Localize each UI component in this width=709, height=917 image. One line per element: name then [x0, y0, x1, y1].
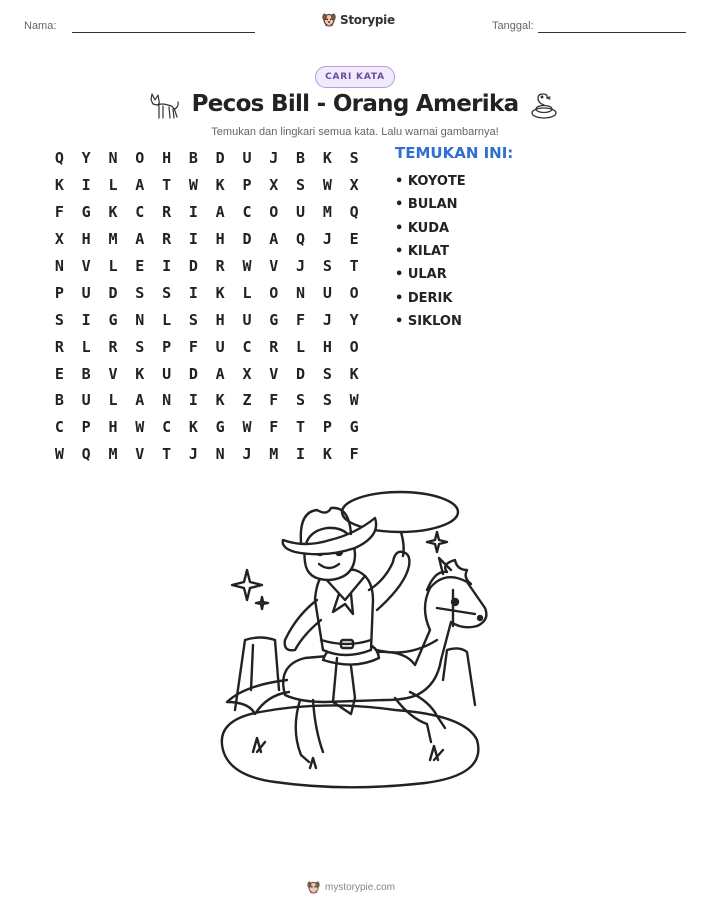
- grid-letter[interactable]: K: [349, 364, 359, 383]
- grid-letter[interactable]: B: [54, 391, 64, 410]
- grid-letter[interactable]: B: [81, 364, 91, 383]
- grid-letter[interactable]: X: [349, 176, 359, 195]
- grid-letter[interactable]: H: [81, 230, 91, 249]
- grid-letter[interactable]: Y: [349, 310, 359, 329]
- grid-letter[interactable]: J: [242, 445, 252, 464]
- grid-letter[interactable]: Q: [349, 203, 359, 222]
- grid-letter[interactable]: M: [322, 203, 332, 222]
- grid-letter[interactable]: D: [215, 149, 225, 168]
- grid-letter[interactable]: L: [108, 176, 118, 195]
- grid-letter[interactable]: U: [296, 203, 306, 222]
- grid-letter[interactable]: Q: [296, 230, 306, 249]
- grid-letter[interactable]: I: [81, 310, 91, 329]
- grid-letter[interactable]: N: [162, 391, 172, 410]
- grid-letter[interactable]: F: [269, 418, 279, 437]
- grid-letter[interactable]: J: [322, 310, 332, 329]
- grid-letter[interactable]: N: [215, 445, 225, 464]
- grid-letter[interactable]: U: [215, 337, 225, 356]
- grid-letter[interactable]: Z: [242, 391, 252, 410]
- word-list-item: • ULAR: [395, 267, 447, 283]
- grid-letter[interactable]: O: [135, 149, 145, 168]
- grid-letter[interactable]: G: [349, 418, 359, 437]
- grid-letter[interactable]: R: [162, 203, 172, 222]
- grid-letter[interactable]: I: [188, 203, 198, 222]
- grid-letter[interactable]: C: [162, 418, 172, 437]
- word-list: [395, 170, 466, 333]
- grid-letter[interactable]: F: [188, 337, 198, 356]
- grid-letter[interactable]: H: [322, 337, 332, 356]
- grid-letter[interactable]: K: [108, 203, 118, 222]
- grid-letter[interactable]: C: [135, 203, 145, 222]
- grid-letter[interactable]: M: [108, 230, 118, 249]
- grid-letter[interactable]: Q: [81, 445, 91, 464]
- grid-letter[interactable]: I: [188, 230, 198, 249]
- grid-letter[interactable]: D: [108, 283, 118, 302]
- grid-letter[interactable]: A: [135, 391, 145, 410]
- grid-letter[interactable]: N: [296, 283, 306, 302]
- grid-letter[interactable]: H: [108, 418, 118, 437]
- grid-letter[interactable]: S: [162, 283, 172, 302]
- grid-letter[interactable]: L: [242, 283, 252, 302]
- grid-letter[interactable]: I: [188, 283, 198, 302]
- grid-letter[interactable]: G: [81, 203, 91, 222]
- grid-letter[interactable]: K: [215, 283, 225, 302]
- activity-badge: CARI KATA: [315, 66, 395, 88]
- grid-letter[interactable]: W: [349, 391, 359, 410]
- grid-letter[interactable]: B: [296, 149, 306, 168]
- grid-letter[interactable]: S: [296, 176, 306, 195]
- grid-letter[interactable]: W: [188, 176, 198, 195]
- brand-logo: [322, 12, 395, 27]
- grid-letter[interactable]: J: [188, 445, 198, 464]
- grid-letter[interactable]: U: [162, 364, 172, 383]
- grid-letter[interactable]: K: [215, 176, 225, 195]
- grid-letter[interactable]: D: [242, 230, 252, 249]
- grid-letter[interactable]: X: [242, 364, 252, 383]
- grid-letter[interactable]: T: [162, 445, 172, 464]
- grid-letter[interactable]: N: [135, 310, 145, 329]
- grid-letter[interactable]: A: [135, 230, 145, 249]
- grid-letter[interactable]: K: [54, 176, 64, 195]
- grid-letter[interactable]: I: [188, 391, 198, 410]
- grid-letter[interactable]: L: [296, 337, 306, 356]
- grid-letter[interactable]: W: [135, 418, 145, 437]
- footer-url[interactable]: mystorypie.com: [325, 881, 396, 893]
- grid-letter[interactable]: W: [242, 257, 252, 275]
- word-list-title: TEMUKAN INI:: [395, 144, 514, 162]
- grid-letter[interactable]: S: [188, 310, 198, 329]
- word-list-item: • KUDA: [395, 220, 450, 236]
- grid-letter[interactable]: C: [242, 203, 252, 222]
- grid-letter[interactable]: K: [322, 445, 332, 464]
- grid-letter[interactable]: W: [322, 176, 332, 195]
- grid-letter[interactable]: H: [215, 310, 225, 329]
- grid-letter[interactable]: V: [269, 364, 279, 383]
- grid-letter[interactable]: A: [135, 176, 145, 195]
- grid-letter[interactable]: R: [162, 230, 172, 249]
- instructions: Temukan dan lingkari semua kata. Lalu warnai gambarnya!: [211, 126, 499, 138]
- grid-letter[interactable]: A: [215, 203, 225, 222]
- word-list-item: • KILAT: [395, 244, 449, 260]
- grid-letter[interactable]: V: [269, 257, 279, 275]
- grid-letter[interactable]: P: [322, 418, 332, 437]
- grid-letter[interactable]: X: [54, 230, 64, 249]
- grid-letter[interactable]: F: [296, 310, 306, 329]
- grid-letter[interactable]: V: [108, 364, 118, 383]
- name-label: Nama:: [24, 20, 57, 32]
- grid-letter[interactable]: U: [81, 283, 91, 302]
- grid-letter[interactable]: S: [54, 310, 64, 329]
- page-title: Pecos Bill - Orang Amerika: [191, 91, 519, 117]
- grid-letter[interactable]: S: [135, 283, 145, 302]
- date-line[interactable]: [538, 32, 686, 33]
- grid-letter[interactable]: U: [242, 149, 252, 168]
- letter-grid[interactable]: [46, 145, 368, 468]
- grid-letter[interactable]: S: [349, 149, 359, 168]
- grid-letter[interactable]: F: [54, 203, 64, 222]
- grid-letter[interactable]: I: [81, 176, 91, 195]
- grid-letter[interactable]: E: [54, 364, 64, 383]
- grid-letter[interactable]: Q: [54, 149, 64, 168]
- grid-letter[interactable]: O: [269, 283, 279, 302]
- grid-letter[interactable]: Y: [81, 149, 91, 168]
- grid-letter[interactable]: R: [54, 337, 64, 356]
- grid-letter[interactable]: D: [188, 364, 198, 383]
- grid-letter[interactable]: U: [322, 283, 332, 302]
- grid-letter[interactable]: P: [81, 418, 91, 437]
- grid-letter[interactable]: P: [54, 283, 64, 302]
- grid-letter[interactable]: V: [135, 445, 145, 464]
- grid-letter[interactable]: P: [162, 337, 172, 356]
- snake-icon: [528, 91, 560, 121]
- grid-letter[interactable]: F: [349, 445, 359, 464]
- grid-letter[interactable]: D: [296, 364, 306, 383]
- grid-letter[interactable]: R: [269, 337, 279, 356]
- grid-letter[interactable]: R: [215, 257, 225, 275]
- grid-letter[interactable]: X: [269, 176, 279, 195]
- grid-letter[interactable]: V: [81, 257, 91, 275]
- grid-letter[interactable]: I: [296, 445, 306, 464]
- name-line[interactable]: [72, 32, 255, 33]
- grid-letter[interactable]: O: [349, 337, 359, 356]
- grid-letter[interactable]: L: [108, 391, 118, 410]
- grid-letter[interactable]: E: [349, 230, 359, 249]
- grid-letter[interactable]: J: [296, 257, 306, 275]
- grid-letter[interactable]: O: [349, 283, 359, 302]
- grid-letter[interactable]: N: [108, 149, 118, 168]
- coyote-icon: [148, 91, 180, 121]
- grid-letter[interactable]: G: [108, 310, 118, 329]
- grid-letter[interactable]: O: [269, 203, 279, 222]
- grid-letter[interactable]: W: [242, 418, 252, 437]
- grid-letter[interactable]: J: [322, 230, 332, 249]
- grid-letter[interactable]: E: [135, 257, 145, 275]
- grid-letter[interactable]: B: [188, 149, 198, 168]
- grid-letter[interactable]: F: [269, 391, 279, 410]
- cowboy-on-horse-illustration: [205, 490, 505, 800]
- date-label: Tanggal:: [492, 20, 534, 32]
- grid-letter[interactable]: W: [54, 445, 64, 464]
- grid-letter[interactable]: D: [188, 257, 198, 275]
- footer: [307, 880, 395, 894]
- grid-letter[interactable]: M: [108, 445, 118, 464]
- grid-letter[interactable]: K: [215, 391, 225, 410]
- grid-letter[interactable]: P: [242, 176, 252, 195]
- grid-letter[interactable]: A: [269, 230, 279, 249]
- grid-letter[interactable]: H: [215, 230, 225, 249]
- grid-letter[interactable]: C: [242, 337, 252, 356]
- dog-mascot-icon: [307, 880, 320, 894]
- word-list-item: • KOYOTE: [395, 174, 466, 190]
- grid-letter[interactable]: A: [215, 364, 225, 383]
- grid-letter[interactable]: L: [108, 257, 118, 275]
- grid-letter[interactable]: S: [322, 257, 332, 275]
- word-list-item: • BULAN: [395, 197, 458, 213]
- grid-letter[interactable]: S: [296, 391, 306, 410]
- grid-letter[interactable]: T: [162, 176, 172, 195]
- dog-mascot-icon: [322, 12, 336, 27]
- grid-letter[interactable]: L: [81, 337, 91, 356]
- grid-letter[interactable]: J: [269, 149, 279, 168]
- grid-letter[interactable]: K: [188, 418, 198, 437]
- grid-letter[interactable]: R: [108, 337, 118, 356]
- grid-letter[interactable]: H: [162, 149, 172, 168]
- grid-letter[interactable]: U: [242, 310, 252, 329]
- brand-name: Storypie: [340, 12, 395, 27]
- grid-letter[interactable]: S: [322, 364, 332, 383]
- grid-letter[interactable]: K: [135, 364, 145, 383]
- word-list-item: • DERIK: [395, 290, 453, 306]
- grid-letter[interactable]: S: [135, 337, 145, 356]
- grid-letter[interactable]: M: [269, 445, 279, 464]
- grid-letter[interactable]: T: [296, 418, 306, 437]
- word-list-item: • SIKLON: [395, 313, 462, 329]
- grid-letter[interactable]: L: [162, 310, 172, 329]
- grid-letter[interactable]: G: [269, 310, 279, 329]
- grid-letter[interactable]: K: [322, 149, 332, 168]
- grid-letter[interactable]: U: [81, 391, 91, 410]
- grid-letter[interactable]: I: [162, 257, 172, 275]
- grid-letter[interactable]: G: [215, 418, 225, 437]
- grid-letter[interactable]: T: [349, 257, 359, 275]
- grid-letter[interactable]: S: [322, 391, 332, 410]
- grid-letter[interactable]: C: [54, 418, 64, 437]
- grid-letter[interactable]: N: [54, 257, 64, 275]
